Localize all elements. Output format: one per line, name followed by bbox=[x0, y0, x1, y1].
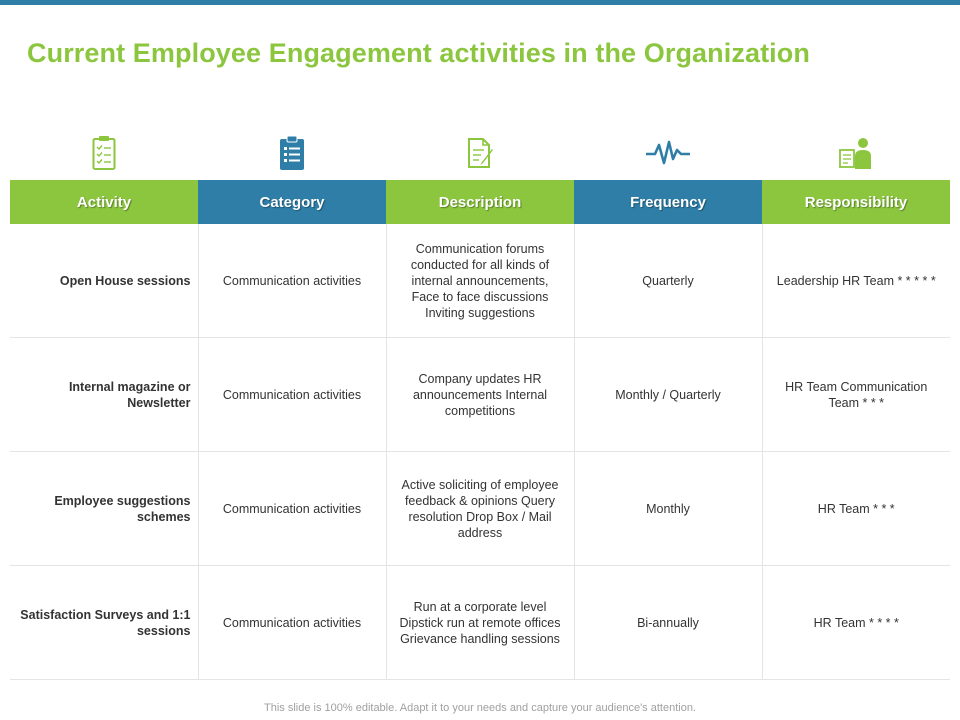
category-cell: Communication activities bbox=[198, 338, 386, 452]
table-row bbox=[10, 338, 950, 452]
description-cell: Company updates HR announcements Internal competitions bbox=[386, 338, 574, 452]
responsibility-cell: Leadership HR Team * * * * * bbox=[762, 224, 950, 338]
icon-cell-activity bbox=[10, 132, 198, 174]
icon-row bbox=[10, 132, 950, 174]
icon-cell-responsibility bbox=[762, 132, 950, 174]
description-cell: Communication forums conducted for all kinds of internal announcements, Face to face discussions Inviting suggestions bbox=[386, 224, 574, 338]
header-category: Category bbox=[198, 180, 386, 224]
footer-note: This slide is 100% editable. Adapt it to your needs and capture your audience's attention. bbox=[264, 702, 696, 714]
checklist-icon bbox=[92, 135, 116, 171]
page-title: Current Employee Engagement activities in the Organization bbox=[27, 38, 810, 68]
category-cell: Communication activities bbox=[198, 224, 386, 338]
activity-cell: Internal magazine or Newsletter bbox=[10, 338, 198, 452]
header-responsibility: Responsibility bbox=[762, 180, 950, 224]
activity-cell: Employee suggestions schemes bbox=[10, 452, 198, 566]
description-cell: Active soliciting of employee feedback & opinions Query resolution Drop Box / Mail address bbox=[386, 452, 574, 566]
responsibility-cell: HR Team Communication Team * * * bbox=[762, 338, 950, 452]
category-cell: Communication activities bbox=[198, 566, 386, 680]
top-accent-bar bbox=[0, 0, 960, 5]
responsibility-cell: HR Team * * * bbox=[762, 452, 950, 566]
presenter-board-icon bbox=[838, 136, 874, 170]
frequency-cell: Monthly / Quarterly bbox=[574, 338, 762, 452]
activity-cell: Open House sessions bbox=[10, 224, 198, 338]
header-description: Description bbox=[386, 180, 574, 224]
heartbeat-icon bbox=[645, 138, 691, 168]
description-cell: Run at a corporate level Dipstick run at remote offices Grievance handling sessions bbox=[386, 566, 574, 680]
icon-cell-frequency bbox=[574, 132, 762, 174]
frequency-cell: Monthly bbox=[574, 452, 762, 566]
header-frequency: Frequency bbox=[574, 180, 762, 224]
frequency-cell: Bi-annually bbox=[574, 566, 762, 680]
table-row bbox=[10, 224, 950, 338]
responsibility-cell: HR Team * * * * bbox=[762, 566, 950, 680]
engagement-table bbox=[10, 180, 950, 680]
category-cell: Communication activities bbox=[198, 452, 386, 566]
table-row bbox=[10, 452, 950, 566]
clipboard-list-icon bbox=[279, 135, 305, 171]
activity-cell: Satisfaction Surveys and 1:1 sessions bbox=[10, 566, 198, 680]
frequency-cell: Quarterly bbox=[574, 224, 762, 338]
table-row bbox=[10, 566, 950, 680]
table-header-row bbox=[10, 180, 950, 224]
icon-cell-description bbox=[386, 132, 574, 174]
icon-cell-category bbox=[198, 132, 386, 174]
header-activity: Activity bbox=[10, 180, 198, 224]
document-edit-icon bbox=[465, 137, 495, 169]
